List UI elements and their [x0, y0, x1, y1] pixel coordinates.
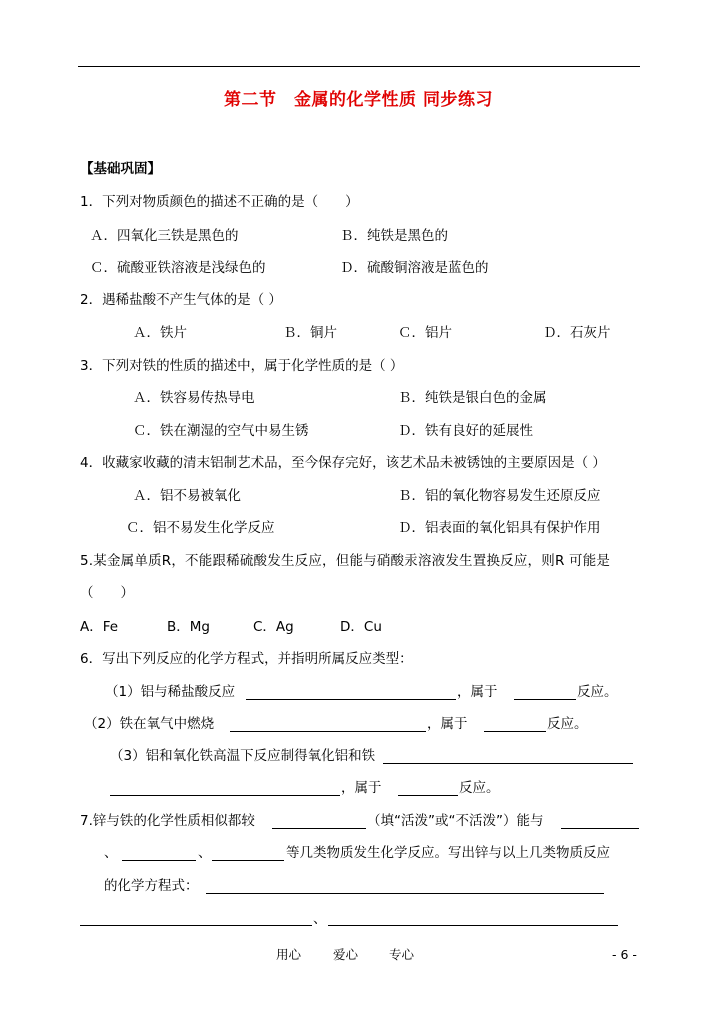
q7-separator-2: 、	[198, 845, 212, 861]
footer-word-2: 爱心	[333, 947, 359, 962]
q3-option-a: Ａ．铁容易传热导电	[133, 390, 255, 406]
q1-option-d: Ｄ．硫酸铜溶液是蓝色的	[340, 260, 489, 276]
q7-reactant-blank-2[interactable]	[122, 860, 196, 861]
q4-option-d: Ｄ．铝表面的氧化铝具有保护作用	[398, 520, 601, 536]
q6-part3-reaction: 反应。	[459, 780, 500, 796]
q7-stem-a: 7.锌与铁的化学性质相似都较	[80, 813, 255, 829]
q7-tail: 等几类物质发生化学反应。写出锌与以上几类物质反应	[286, 845, 610, 861]
q6-part2-equation-blank[interactable]	[230, 731, 426, 732]
q5-option-b: B．Mg	[167, 619, 210, 635]
q2-option-b: Ｂ．铜片	[283, 325, 337, 341]
q6-part3-label: （3）铝和氧化铁高温下反应制得氧化铝和铁	[110, 748, 376, 764]
q6-stem: 6．写出下列反应的化学方程式，并指明所属反应类型：	[80, 651, 413, 667]
q2-option-c: Ｃ．铝片	[398, 325, 452, 341]
header-rule	[78, 66, 640, 67]
section-heading: 【基础巩固】	[80, 161, 161, 177]
q1-stem: 1．下列对物质颜色的描述不正确的是（ ）	[80, 194, 359, 210]
q7-equation-blank-2[interactable]	[80, 925, 312, 926]
q1-option-a: Ａ．四氧化三铁是黑色的	[90, 228, 239, 244]
footer-word-1: 用心	[276, 947, 302, 962]
q2-option-a: Ａ．铁片	[133, 325, 187, 341]
q1-option-b: Ｂ．纯铁是黑色的	[340, 228, 448, 244]
q3-stem: 3．下列对铁的性质的描述中，属于化学性质的是（ ）	[80, 358, 404, 374]
q6-part1-type-blank[interactable]	[514, 699, 576, 700]
q1-option-c: Ｃ．硫酸亚铁溶液是浅绿色的	[90, 260, 266, 276]
q4-stem: 4．收藏家收藏的清末铝制艺术品，至今保存完好，该艺术品未被锈蚀的主要原因是（ ）	[80, 455, 606, 471]
q3-option-b: Ｂ．纯铁是银白色的金属	[398, 390, 547, 406]
q6-part3-equation-blank-a[interactable]	[383, 763, 633, 764]
q7-reactant-blank-1[interactable]	[561, 828, 639, 829]
q5-option-a: A．Fe	[80, 619, 119, 635]
q6-part2-type-blank[interactable]	[484, 731, 546, 732]
q7-equation-label: 的化学方程式：	[104, 878, 199, 894]
q7-activity-blank[interactable]	[272, 828, 366, 829]
q6-part1-equation-blank[interactable]	[246, 699, 456, 700]
q5-option-c: C．Ag	[253, 619, 294, 635]
q7-equation-blank-3[interactable]	[328, 925, 618, 926]
q6-part1-label: （1）铝与稀盐酸反应	[105, 684, 236, 700]
q7-separator-1: 、	[104, 845, 118, 861]
page-number: - 6 -	[612, 947, 637, 962]
q7-stem-b: （填“活泼”或“不活泼”）能与	[367, 813, 544, 829]
q2-stem: 2．遇稀盐酸不产生气体的是（ ）	[80, 292, 282, 308]
q3-option-d: Ｄ．铁有良好的延展性	[398, 423, 533, 439]
q6-part3-type-blank[interactable]	[398, 795, 458, 796]
q4-option-a: Ａ．铝不易被氧化	[133, 488, 241, 504]
page-title: 第二节 金属的化学性质 同步练习	[224, 90, 493, 110]
q6-part3-belongs: ，属于	[341, 780, 382, 796]
q6-part1-belongs: ，属于	[457, 684, 498, 700]
q3-option-c: Ｃ．铁在潮湿的空气中易生锈	[133, 423, 309, 439]
q4-option-c: Ｃ．铝不易发生化学反应	[126, 520, 275, 536]
q6-part2-reaction: 反应。	[547, 716, 588, 732]
footer-word-3: 专心	[389, 947, 415, 962]
q7-reactant-blank-3[interactable]	[212, 860, 284, 861]
q6-part3-equation-blank-b[interactable]	[110, 795, 340, 796]
q5-paren: （ ）	[80, 585, 134, 601]
q2-option-d: Ｄ．石灰片	[543, 325, 611, 341]
q7-equation-separator: 、	[313, 911, 327, 927]
q4-option-b: Ｂ．铝的氧化物容易发生还原反应	[398, 488, 601, 504]
q5-stem: 5.某金属单质R，不能跟稀硫酸发生反应，但能与硝酸汞溶液发生置换反应，则R 可能是	[80, 553, 611, 569]
q6-part2-belongs: ，属于	[427, 716, 468, 732]
q6-part2-label: （2）铁在氧气中燃烧	[84, 716, 215, 732]
q5-option-d: D．Cu	[340, 619, 382, 635]
q6-part1-reaction: 反应。	[577, 684, 618, 700]
q7-equation-blank-1[interactable]	[206, 893, 604, 894]
